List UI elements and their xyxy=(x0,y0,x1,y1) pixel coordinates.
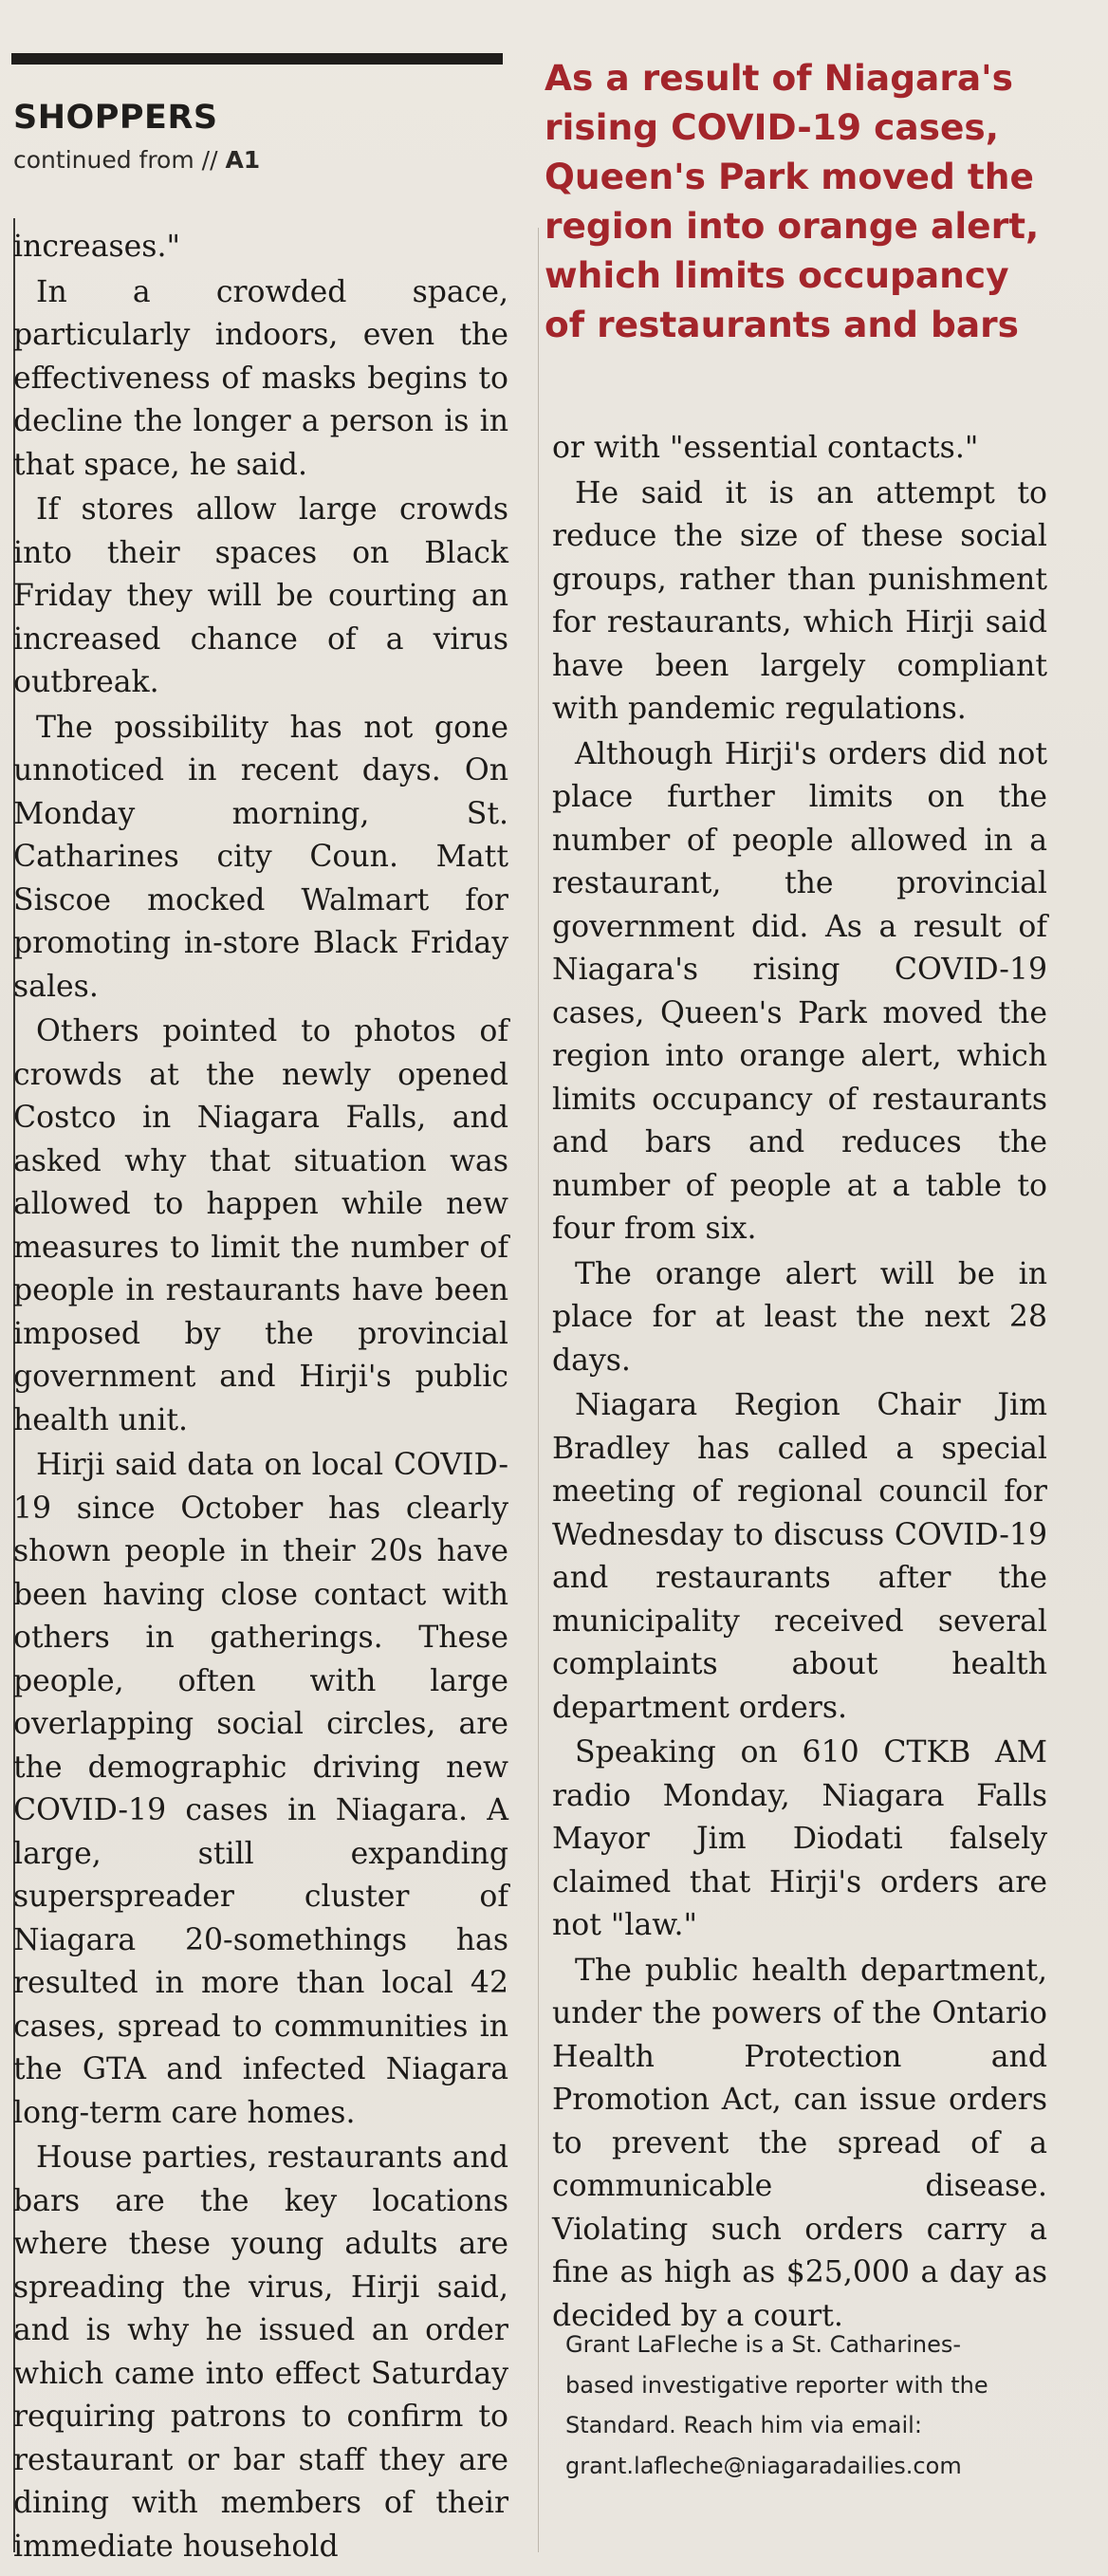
continued-prefix: continued from // xyxy=(13,146,218,174)
paragraph: In a crowded space, particularly indoors, even the effectiveness of masks begins to decline the longer a person is in that space, he said. xyxy=(13,274,508,482)
paragraph: Hirji said data on local COVID-19 since October has clearly shown people in their 20s have been having close contact with others in gatherings. These people, often with large overlapping social circles, are the demographic driving new COVID-19 cases in Niagara. A large, still expanding superspreader cluster of Niagara 20-somethings has resulted in more than local 42 cases, spread to communities in the GTA and infected Niagara long-term care homes. xyxy=(13,1448,508,2130)
paragraph: The possibility has not gone unnoticed in recent days. On Monday morning, St. Catharines city Coun. Matt Siscoe mocked Walmart for promoting in-store Black Friday sales. xyxy=(13,710,508,1004)
bio-line: Standard. Reach him via email: xyxy=(565,2412,922,2438)
paragraph: Although Hirji's orders did not place further limits on the number of people allowed in a restaurant, the provincial government did. As a result of Niagara's rising COVID-19 cases, Queen's Park moved the region into orange alert, which limits occupancy of restaurants and bars and reduces the number of people at a table to four from six. xyxy=(552,736,1047,1246)
author-email: grant.lafleche@niagaradailies.com xyxy=(565,2452,962,2479)
pull-quote: As a result of Niagara's rising COVID-19 cases, Queen's Park moved the region into orange alert, which limits occupancy of restaurants and bars xyxy=(545,57,1040,345)
column-divider xyxy=(538,228,539,2552)
paragraph: Others pointed to photos of crowds at the newly opened Costco in Niagara Falls, and asked why that situation was allowed to happen while new measures to limit the number of people in restaurants have been imposed by the provincial government and Hirji's public health unit. xyxy=(13,1014,508,1437)
paragraph: The orange alert will be in place for at least the next 28 days. xyxy=(552,1256,1047,1378)
bio-line: based investigative reporter with the xyxy=(565,2371,988,2399)
top-rule xyxy=(11,53,503,65)
bio-line: Grant LaFleche is a St. Catharines- xyxy=(565,2331,962,2358)
paragraph: increases." xyxy=(13,230,180,264)
author-bio xyxy=(565,2325,1068,2486)
continued-from-line xyxy=(13,146,260,174)
section-slug: SHOPPERS xyxy=(13,99,218,137)
paragraph: The public health department, under the powers of the Ontario Health Protection and Promotion Act, can issue orders to prevent the spread of a communicable disease. Violating such orders carry a fine as high as $25,000 a day as decided by a court. xyxy=(552,1953,1047,2333)
paragraph: or with "essential contacts." xyxy=(552,431,979,465)
paragraph: Niagara Region Chair Jim Bradley has called a special meeting of regional council for Wednesday to discuss COVID-19 and restaurants after the municipality received several complaints about health department orders. xyxy=(552,1388,1047,1725)
paragraph: House parties, restaurants and bars are the key locations where these young adults are spreading the virus, Hirji said, and is why he issued an order which came into effect Saturday requiring patrons to confirm to restaurant or bar staff they are dining with members of their immediate household xyxy=(13,2140,508,2564)
article-column-1 xyxy=(13,226,508,2570)
paragraph: If stores allow large crowds into their spaces on Black Friday they will be courting an increased chance of a virus outbreak. xyxy=(13,492,508,699)
article-column-2 xyxy=(552,427,1047,2340)
continued-page: A1 xyxy=(225,146,261,174)
paragraph: Speaking on 610 CTKB AM radio Monday, Niagara Falls Mayor Jim Diodati falsely claimed that Hirji's orders are not "law." xyxy=(552,1735,1047,1942)
paragraph: He said it is an attempt to reduce the size of these social groups, rather than punishment for restaurants, which Hirji said have been largely compliant with pandemic regulations. xyxy=(552,475,1047,726)
